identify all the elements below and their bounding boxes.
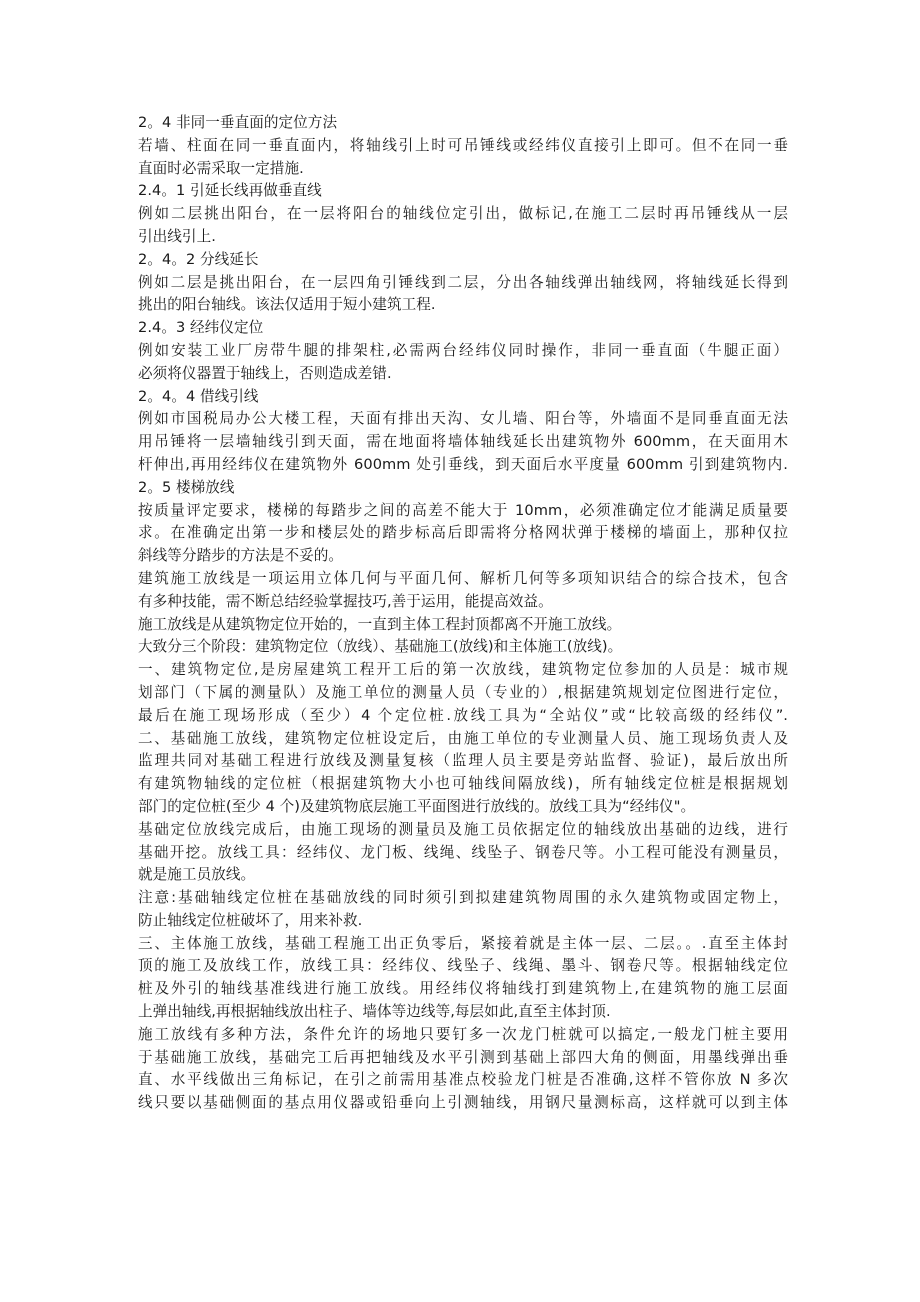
text-line: 基础定位放线完成后，由施工现场的测量员及施工员依据定位的轴线放出基础的边线，进行: [138, 820, 788, 838]
text-line: 上弹出轴线,再根据轴线放出柱子、墙体等边线等,每层如此,直至主体封顶.: [138, 1003, 611, 1021]
text-line: 顶的施工及放线工作，放线工具：经纬仪、线坠子、线绳、墨斗、钢卷尺等。根据轴线定位: [138, 957, 788, 975]
text-line: 2.4。1 引延长线再做垂直线: [138, 182, 322, 200]
text-line: 2.4。3 经纬仪定位: [138, 319, 264, 337]
text-line: 有建筑物轴线的定位桩（根据建筑物大小也可轴线间隔放线)，所有轴线定位桩是根据规划: [138, 775, 788, 793]
text-line: 建筑施工放线是一项运用立体几何与平面几何、解析几何等多项知识结合的综合技术，包含: [138, 569, 788, 587]
text-line: 部门的定位桩(至少 4 个)及建筑物底层施工平面图进行放线的。放线工具为“经纬仪"。: [138, 797, 696, 815]
text-line: 大致分三个阶段：建筑物定位（放线）、基础施工(放线)和主体施工(放线)。: [138, 638, 623, 656]
text-line: 就是施工员放线。: [138, 866, 256, 884]
text-line: 三、主体施工放线，基础工程施工出正负零后，紧接着就是主体一层、二层。。.直至主体封: [138, 934, 788, 952]
text-line: 例如市国税局办公大楼工程，天面有排出天沟、女儿墙、阳台等，外墙面不是同垂直面无法: [138, 410, 788, 428]
text-line: 例如安装工业厂房带牛腿的排架柱,必需两台经纬仪同时操作，非同一垂直面（牛腿正面）: [138, 341, 788, 359]
text-line: 2。4。4 借线引线: [138, 387, 259, 405]
text-line: 注意:基础轴线定位桩在基础放线的同时须引到拟建建筑物周围的永久建筑物或固定物上，: [138, 889, 788, 907]
text-line: 必须将仪器置于轴线上，否则造成差错.: [138, 364, 392, 382]
text-line: 施工放线是从建筑物定位开始的，一直到主体工程封顶都离不开施工放线。: [138, 615, 622, 633]
text-line: 一、建筑物定位,是房屋建筑工程开工后的第一次放线，建筑物定位参加的人员是：城市规: [138, 661, 788, 679]
text-line: 例如二层是挑出阳台，在一层四角引锤线到二层，分出各轴线弹出轴线网，将轴线延长得到: [138, 273, 788, 291]
text-line: 最后在施工现场形成（至少）4 个定位桩.放线工具为“全站仪”或“比较高级的经纬仪”.: [138, 706, 788, 724]
text-line: 2。4。2 分线延长: [138, 250, 259, 268]
text-line: 斜线等分踏步的方法是不妥的。: [138, 547, 344, 565]
text-line: 引出线引上.: [138, 227, 216, 245]
text-line: 有多种技能，需不断总结经验掌握技巧,善于运用，能提高效益。: [138, 592, 553, 610]
text-line: 2。5 楼梯放线: [138, 478, 235, 496]
text-line: 求。在准确定出第一步和楼层处的踏步标高后即需将分格网状弹于楼梯的墙面上，那种仅拉: [138, 524, 788, 542]
text-line: 于基础施工放线，基础完工后再把轴线及水平引测到基础上部四大角的侧面，用墨线弹出垂: [138, 1048, 788, 1066]
text-line: 线只要以基础侧面的基点用仪器或铅垂向上引测轴线，用钢尺量测标高，这样就可以到主体: [138, 1094, 788, 1112]
text-line: 基础开挖。放线工具：经纬仪、龙门板、线绳、线坠子、钢卷尺等。小工程可能没有测量员，: [138, 843, 788, 861]
text-line: 用吊锤将一层墙轴线引到天面，需在地面将墙体轴线延长出建筑物外 600mm，在天面用木: [138, 433, 788, 451]
text-line: 二、基础施工放线，建筑物定位桩设定后，由施工单位的专业测量人员、施工现场负责人及: [138, 729, 788, 747]
document-page: [138, 112, 788, 1115]
text-line: 按质量评定要求，楼梯的每踏步之间的高差不能大于 10mm，必须准确定位才能满足质量要: [138, 501, 788, 519]
text-line: 桩及外引的轴线基准线进行施工放线。用经纬仪将轴线打到建筑物上,在建筑物的施工层面: [138, 980, 788, 998]
text-line: 杆伸出,再用经纬仪在建筑物外 600mm 处引垂线，到天面后水平度量 600mm 引到建筑物内.: [138, 455, 788, 473]
text-line: 直、水平线做出三角标记，在引之前需用基准点校验龙门桩是否准确,这样不管你放 N 多次: [138, 1071, 788, 1089]
text-line: 防止轴线定位桩破坏了，用来补救.: [138, 911, 363, 929]
text-line: 2。4 非同一垂直面的定位方法: [138, 114, 338, 131]
text-line: 划部门（下属的测量队）及施工单位的测量人员（专业的）,根据建筑规划定位图进行定位，: [138, 683, 788, 701]
text-line: 例如二层挑出阳台，在一层将阳台的轴线位定引出，做标记,在施工二层时再吊锤线从一层: [138, 205, 788, 223]
text-line: 施工放线有多种方法，条件允许的场地只要钉多一次龙门桩就可以搞定,一般龙门桩主要用: [138, 1025, 788, 1043]
text-line: 若墙、柱面在同一垂直面内，将轴线引上时可吊锤线或经纬仪直接引上即可。但不在同一垂: [138, 136, 788, 154]
text-line: 监理共同对基础工程进行放线及测量复核（监理人员主要是旁站监督、验证)，最后放出所: [138, 752, 788, 770]
text-line: 直面时必需采取一定措施.: [138, 159, 304, 177]
text-line: 挑出的阳台轴线。该法仅适用于短小建筑工程.: [138, 296, 436, 314]
